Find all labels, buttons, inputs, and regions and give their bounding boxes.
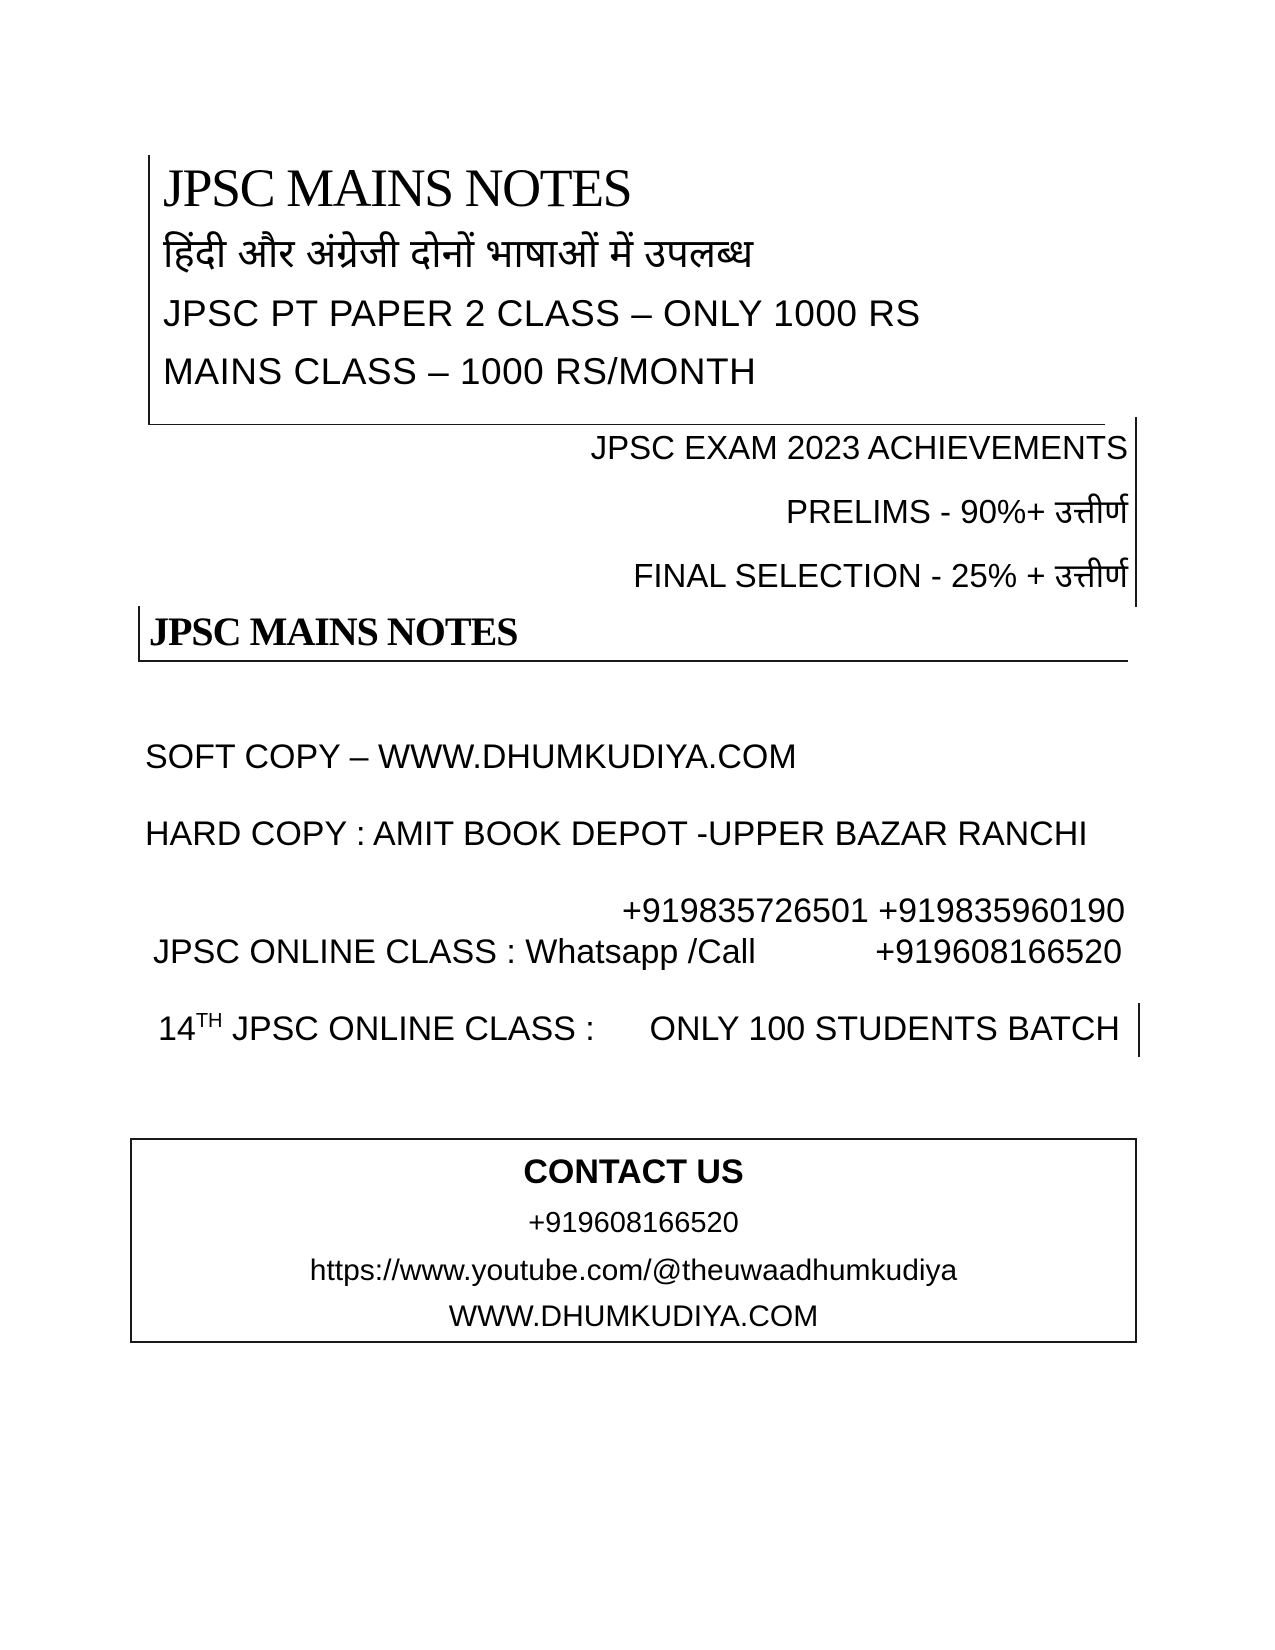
online-class-label: JPSC ONLINE CLASS : Whatsapp /Call [153, 933, 756, 971]
online-class-line [153, 931, 1122, 973]
main-title: JPSC MAINS NOTES [163, 158, 632, 218]
hindi-subtitle: हिंदी और अंग्रेजी दोनों भाषाओं में उपलब्ध [163, 232, 754, 276]
contact-youtube-link: https://www.youtube.com/@theuwaadhumkudiya [309, 1254, 958, 1287]
achievements-prelims: PRELIMS - 90%+ उत्तीर्ण [786, 493, 1128, 530]
contact-phone: +919608166520 [528, 1207, 739, 1239]
hard-copy-line: HARD COPY : AMIT BOOK DEPOT -UPPER BAZAR RANCHI [145, 815, 1088, 853]
batch-ordinal-suffix: TH [195, 1010, 223, 1032]
pt-paper-price-line: JPSC PT PAPER 2 CLASS – ONLY 1000 RS [163, 293, 921, 334]
achievements-heading: JPSC EXAM 2023 ACHIEVEMENTS [590, 429, 1128, 466]
online-class-phone: +919608166520 [875, 933, 1122, 971]
achievements-block [591, 428, 1128, 620]
intro-box [148, 155, 1105, 425]
phone-numbers-line: +919835726501 +919835960190 [622, 892, 1125, 930]
achievements-side-rule [1135, 417, 1137, 607]
soft-copy-line: SOFT COPY – WWW.DHUMKUDIYA.COM [145, 738, 797, 776]
contact-website: WWW.DHUMKUDIYA.COM [448, 1300, 819, 1333]
contact-box [130, 1138, 1137, 1343]
contact-heading: CONTACT US [523, 1153, 744, 1191]
mains-class-price-line: MAINS CLASS – 1000 RS/MONTH [163, 351, 757, 392]
section-heading: JPSC MAINS NOTES [138, 606, 1128, 662]
batch-line [158, 1008, 1120, 1055]
batch-label [158, 1008, 595, 1055]
batch-size-text: ONLY 100 STUDENTS BATCH [649, 1010, 1120, 1048]
batch-label-text: JPSC ONLINE CLASS : [222, 1010, 595, 1048]
batch-number: 14 [158, 1010, 196, 1048]
batch-side-rule [1138, 1003, 1140, 1057]
achievements-final-selection: FINAL SELECTION - 25% + उत्तीर्ण [633, 557, 1128, 594]
